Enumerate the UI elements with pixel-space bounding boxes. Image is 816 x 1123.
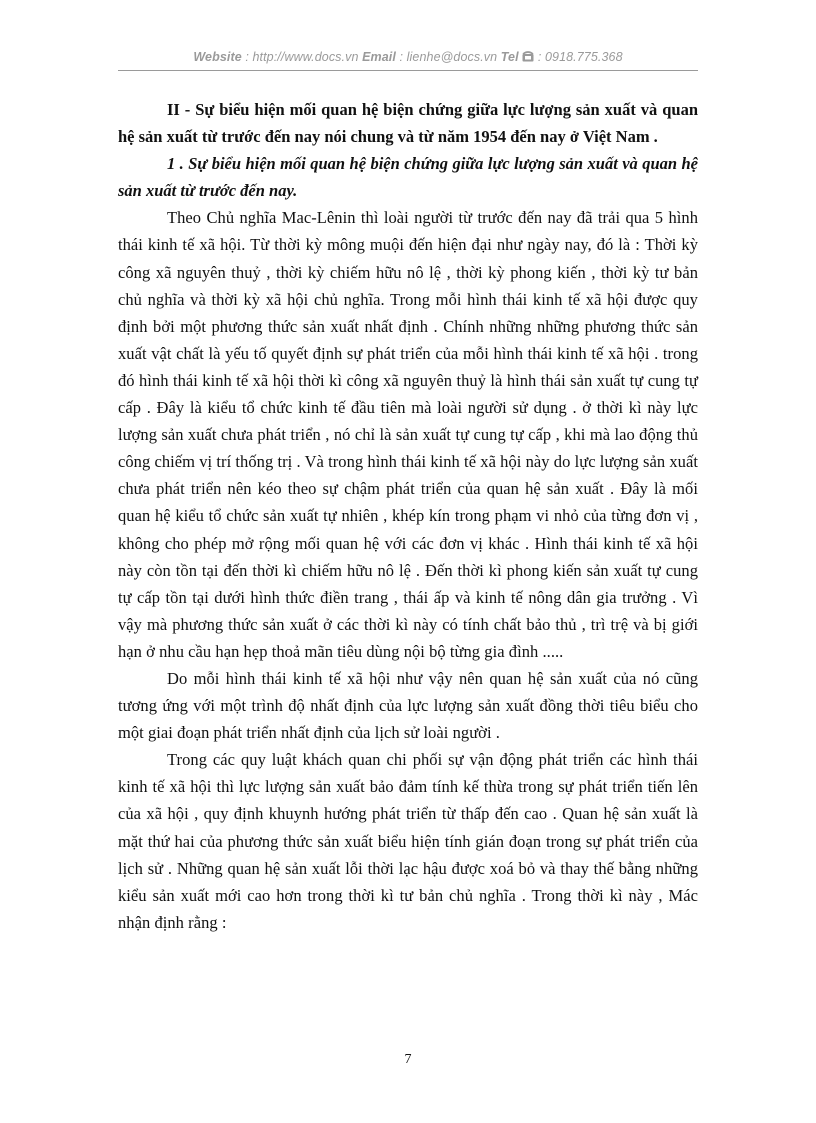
tel-value: : 0918.775.368	[534, 50, 623, 64]
header-divider	[118, 70, 698, 71]
document-body	[118, 96, 698, 936]
body-paragraph: Theo Chủ nghĩa Mac-Lênin thì loài người từ trước đến nay đã trải qua 5 hình thái kinh tế xã hội. Từ thời kỳ mông muội đến hiện đại như ngày nay, đó là : Thời kỳ công xã nguyên thuỷ , thời kỳ chiếm hữu nô lệ , thời kỳ phong kiến , thời kỳ tư bản chủ nghĩa và thời kỳ xã hội chủ nghĩa. Trong mỗi hình thái kinh tế xã hội được quy định bởi một phương thức sản xuất nhất định . Chính những những phương thức sản xuất vật chất là yếu tố quyết định sự phát triển của mỗi hình thái kinh tế xã hội . trong đó hình thái kinh tế xã hội thời kì công xã nguyên thuỷ là hình thái sản xuất tự cung tự cấp . Đây là kiểu tổ chức kinh tế đầu tiên mà loài người sử dụng . ở thời kì này lực lượng sản xuất chưa phát triển , nó chỉ là sản xuất tự cung tự cấp , khi mà lao động thủ công chiếm vị trí thống trị . Và trong hình thái kinh tế xã hội này do lực lượng sản xuất chưa phát triển nên kéo theo sự chậm phát triển của quan hệ sản xuất . Đây là mối quan hệ kiểu tổ chức sản xuất tự nhiên , khép kín trong phạm vi nhỏ của từng đơn vị , không cho phép mở rộng mối quan hệ với các đơn vị khác . Hình thái kinh tế xã hội này còn tồn tại đến thời kì chiếm hữu nô lệ . Đến thời kì phong kiến sản xuất tự cung tự cấp tồn tại dưới hình thức điền trang , thái ấp và kinh tế nông dân gia trưởng . Vì vậy mà phương thức sản xuất ở các thời kì này có tính chất bảo thủ , trì trệ và bị giới hạn ở nhu cầu hạn hẹp thoả mãn tiêu dùng nội bộ từng gia đình .....	[118, 208, 698, 661]
page-number: 7	[404, 1052, 412, 1067]
website-label: Website	[193, 50, 242, 64]
subsection-heading: 1 . Sự biểu hiện mối quan hệ biện chứng giữa lực lượng sản xuất và quan hệ sản xuất từ trước đến nay.	[118, 154, 698, 201]
website-value: : http://www.docs.vn	[241, 50, 363, 64]
email-label: Email	[362, 50, 396, 64]
page-header	[0, 50, 816, 65]
body-paragraph: Do mỗi hình thái kinh tế xã hội như vậy nên quan hệ sản xuất của nó cũng tương ứng với một trình độ nhất định của lực lượng sản xuất đồng thời tiêu biểu cho một giai đoạn phát triển nhất định của lịch sử loài người .	[118, 668, 698, 743]
body-paragraph: Trong các quy luật khách quan chi phối sự vận động phát triển các hình thái kinh tế xã hội thì lực lượng sản xuất bảo đảm tính kế thừa trong sự phát triển tiến lên của xã hội , quy định khuynh hướng phát triển từ thấp đến cao . Quan hệ sản xuất là mặt thứ hai của phương thức sản xuất biểu hiện tính gián đoạn trong sự phát triển của lịch sử . Những quan hệ sản xuất lỗi thời lạc hậu được xoá bỏ và thay thế bằng những kiểu sản xuất mới cao hơn trong thời kì tư bản chủ nghĩa . Trong thời kì này , Mác nhận định rằng :	[118, 750, 698, 932]
tel-label: Tel	[500, 50, 519, 64]
email-value: : lienhe@docs.vn	[395, 50, 501, 64]
section-heading: II - Sự biểu hiện mối quan hệ biện chứng giữa lực lượng sản xuất và quan hệ sản xuất từ trước đến nay nói chung và từ năm 1954 đến nay ở Việt Nam .	[118, 100, 698, 147]
phone-icon	[522, 51, 534, 65]
